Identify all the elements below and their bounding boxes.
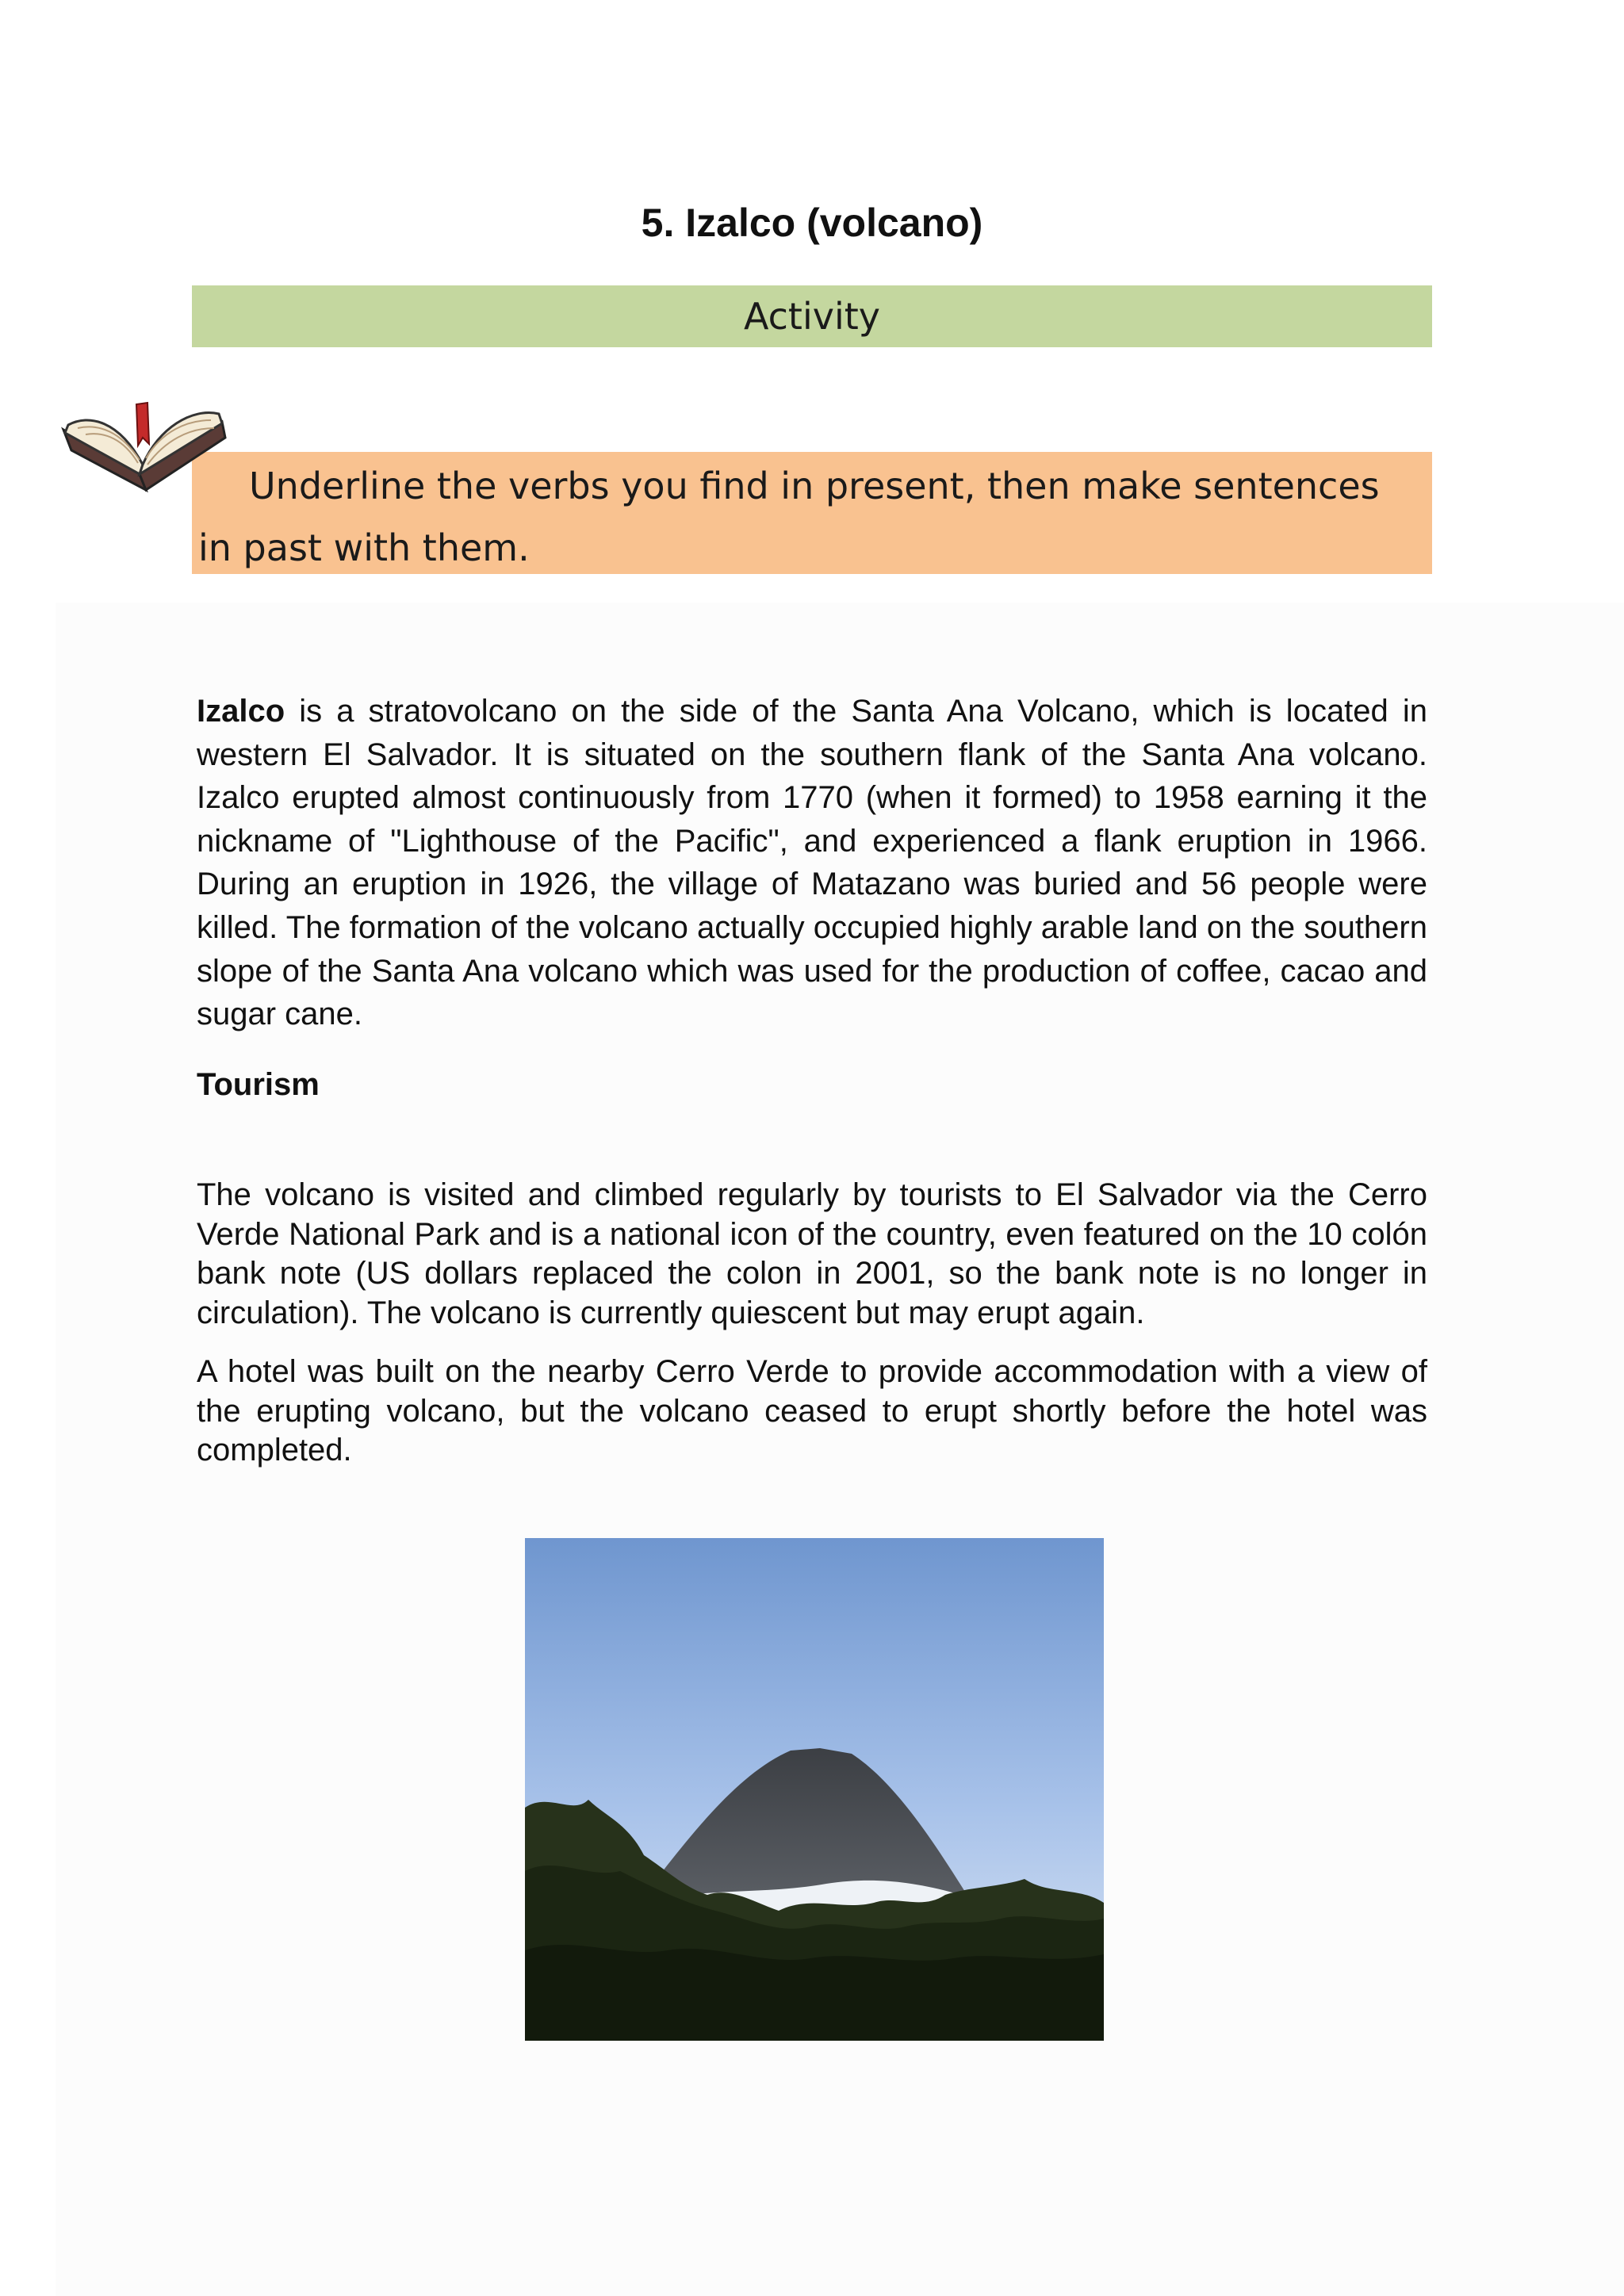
intro-paragraph-text: is a stratovolcano on the side of the Santa Ana Volcano, which is located in western El Salvador. It is situated on the southern flank of the Santa Ana volcano. Izalco erupted almost continuously from 1770 (when it formed) to 1958 earning it the nickname of "Lighthouse of the Pacific", and experienced a flank eruption in 1966. During an eruption in 1926, the village of Matazano was buried and 56 people were killed. The formation of the volcano actually occupied highly arable land on the southern slope of the Santa Ana volcano which was used for the production of coffee, cacao and sugar cane.: [197, 694, 1427, 1032]
activity-banner: [192, 285, 1432, 347]
section-heading-tourism: Tourism: [197, 1067, 320, 1102]
instruction-text: Underline the verbs you find in present, then make sentences in past with them.: [198, 465, 1380, 569]
activity-label: Activity: [743, 295, 881, 338]
intro-lead-word: Izalco: [197, 694, 285, 729]
open-book-icon: [57, 396, 232, 499]
page-title: 5. Izalco (volcano): [641, 201, 983, 245]
hotel-paragraph: A hotel was built on the nearby Cerro Verde to provide accommodation with a view of the erupting volcano, but the volcano ceased to erupt shortly before the hotel was completed.: [197, 1354, 1427, 1468]
volcano-photo: [525, 1538, 1104, 2041]
tourism-paragraph: The volcano is visited and climbed regularly by tourists to El Salvador via the Cerro Verde National Park and is a national icon of the country, even featured on the 10 colón bank note (US dollars replaced the colon in 2001, so the bank note is no longer in circulation). The volcano is currently quiescent but may erupt again.: [197, 1177, 1427, 1330]
instruction-box: [192, 452, 1432, 574]
intro-paragraph: [197, 690, 1427, 1036]
